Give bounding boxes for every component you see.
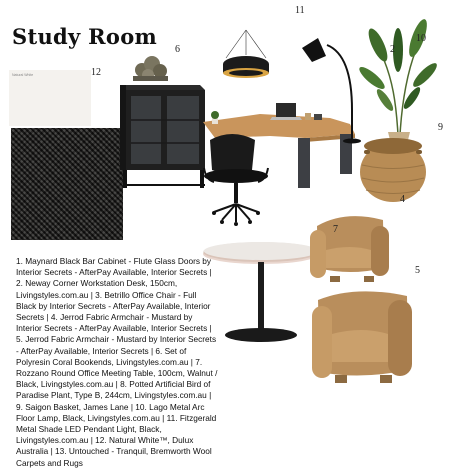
- bird-of-paradise-plant-image: [357, 17, 440, 140]
- office-chair-image: [204, 134, 268, 226]
- item-number-2: 2: [390, 44, 395, 55]
- armchair-upper-image: [310, 216, 389, 282]
- moodboard-title: Study Room: [12, 24, 158, 49]
- bar-cabinet-image: [120, 85, 205, 188]
- paint-swatch-label: Natural White: [12, 73, 34, 77]
- armchair-lower-image: [312, 291, 412, 383]
- coral-bookends-image: [133, 56, 168, 81]
- woven-basket-image: [360, 138, 426, 202]
- item-number-7: 7: [333, 224, 338, 235]
- round-meeting-table-image: [203, 242, 319, 342]
- item-number-4: 4: [400, 194, 405, 205]
- pendant-light-image: [223, 30, 269, 78]
- item-number-6: 6: [175, 44, 180, 55]
- item-number-11: 11: [295, 5, 305, 16]
- item-number-10: 10: [416, 33, 426, 44]
- item-number-5: 5: [415, 265, 420, 276]
- item-number-9: 9: [438, 122, 443, 133]
- item-number-12: 12: [91, 67, 101, 78]
- product-list-description: 1. Maynard Black Bar Cabinet - Flute Glass Doors by Interior Secrets - AfterPay Available, Interior Secrets | 2. Neway Corner Workstation Desk, 150cm, Livingstyles.com.au | 3. Betrillo Office Chair - Full Black by Interior Secrets - AfterPay Available, Interior Secrets | 4. Jerrod Fabric Armchair - Mustard by Interior Secrets - AfterPay Available, Interior Secrets | 5. Jerrod Fabric Armchair - Mustard by Interior Secrets - AfterPay Available, Interior Secrets | 6. Set of Polyresin Coral Bookends, Livingstyles.com.au | 7. Rozzano Round Office Meeting Table, 100cm, Walnut / Black, Livingstyles.com.au | 8. Potted Artificial Bird of Paradise Plant, Type B, 244cm, Livingstyles.com.au | 9. Saigon Basket, James Lane | 10. Lago Metal Arc Floor Lamp, Black, Livingstyles.com.au | 11. Fitzgerald Metal Shade LED Pendant Light, Black, Livingstyles.com.au | 12. Natural White™, Dulux Australia | 13. Untouched - Tranquil, Bremworth Wool Carpets and Rugs: [16, 256, 218, 468]
